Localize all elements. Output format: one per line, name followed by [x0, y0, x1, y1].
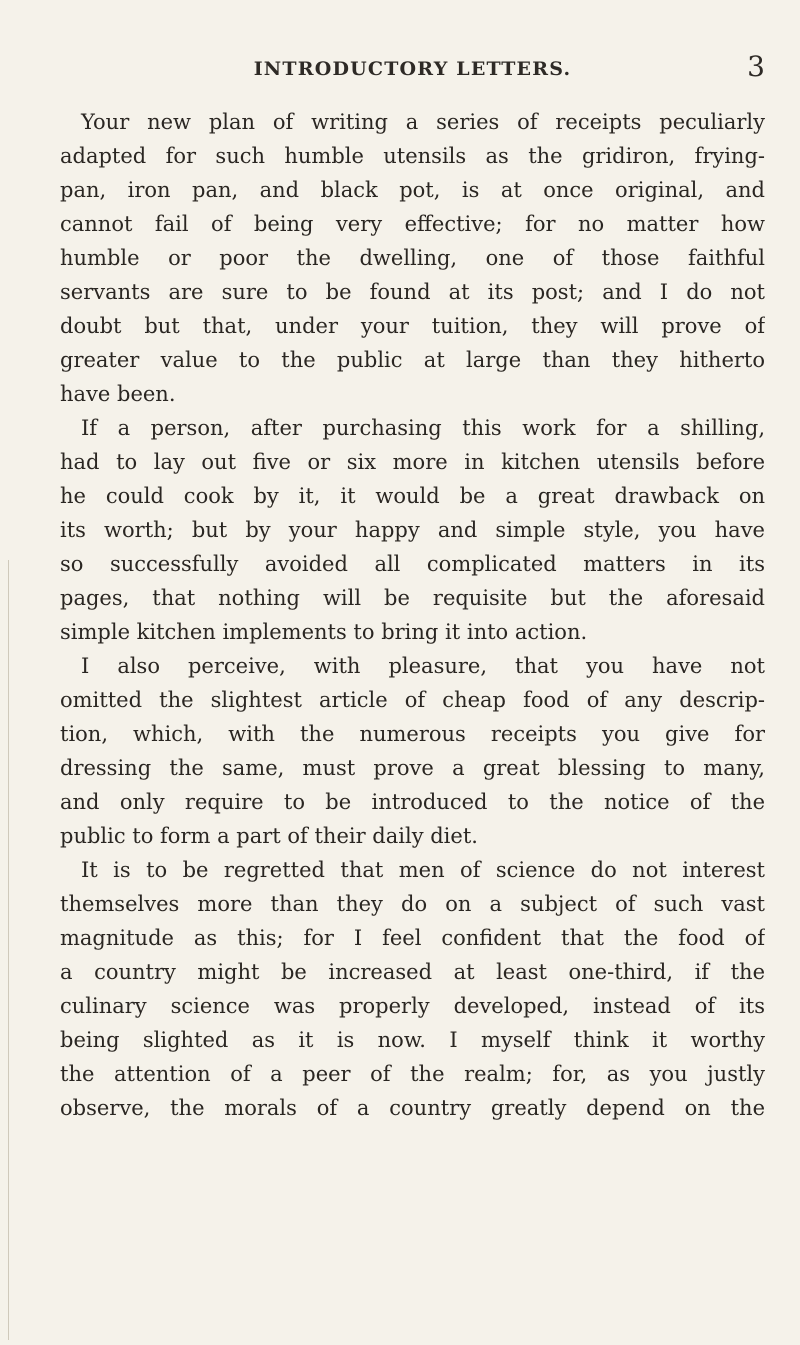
text-line: pages, that nothing will be requisite but the aforesaid	[60, 586, 765, 610]
text-line: public to form a part of their daily diet.	[60, 824, 478, 848]
text-line: adapted for such humble utensils as the gridiron, frying-	[60, 144, 765, 168]
text-line: omitted the slightest article of cheap food of any descrip-	[60, 688, 765, 712]
text-line: observe, the morals of a country greatly depend on the	[60, 1096, 765, 1120]
text-line: doubt but that, under your tuition, they will prove of	[60, 314, 765, 338]
text-line: tion, which, with the numerous receipts you give for	[60, 722, 765, 746]
text-line: humble or poor the dwelling, one of those faithful	[60, 246, 765, 270]
page-edge-shadow	[8, 560, 9, 1340]
text-line: its worth; but by your happy and simple style, you have	[60, 518, 765, 542]
text-line: culinary science was properly developed, instead of its	[60, 994, 765, 1018]
running-head: INTRODUCTORY LETTERS.	[253, 58, 572, 80]
text-line: themselves more than they do on a subject of such vast	[60, 892, 765, 916]
text-line: being slighted as it is now. I myself think it worthy	[60, 1028, 765, 1052]
body-text	[60, 105, 765, 1125]
text-line: cannot fail of being very effective; for no matter how	[60, 212, 765, 236]
text-line: It is to be regretted that men of science do not interest	[81, 858, 765, 882]
text-line: a country might be increased at least one-third, if the	[60, 960, 765, 984]
text-line: Your new plan of writing a series of receipts peculiarly	[81, 110, 765, 134]
text-line: the attention of a peer of the realm; for, as you justly	[60, 1062, 765, 1086]
text-line: he could cook by it, it would be a great drawback on	[60, 484, 765, 508]
page-header	[60, 50, 765, 90]
text-line: I also perceive, with pleasure, that you have not	[81, 654, 765, 678]
text-line: If a person, after purchasing this work for a shilling,	[81, 416, 765, 440]
text-line: have been.	[60, 382, 176, 406]
text-line: servants are sure to be found at its post; and I do not	[60, 280, 765, 304]
text-line: and only require to be introduced to the notice of the	[60, 790, 765, 814]
text-line: simple kitchen implements to bring it into action.	[60, 620, 588, 644]
text-line: had to lay out five or six more in kitchen utensils before	[60, 450, 765, 474]
text-line: pan, iron pan, and black pot, is at once original, and	[60, 178, 765, 202]
page-number: 3	[747, 50, 765, 83]
text-line: dressing the same, must prove a great blessing to many,	[60, 756, 765, 780]
text-line: so successfully avoided all complicated matters in its	[60, 552, 765, 576]
text-line: magnitude as this; for I feel confident that the food of	[60, 926, 765, 950]
text-line: greater value to the public at large than they hitherto	[60, 348, 765, 372]
